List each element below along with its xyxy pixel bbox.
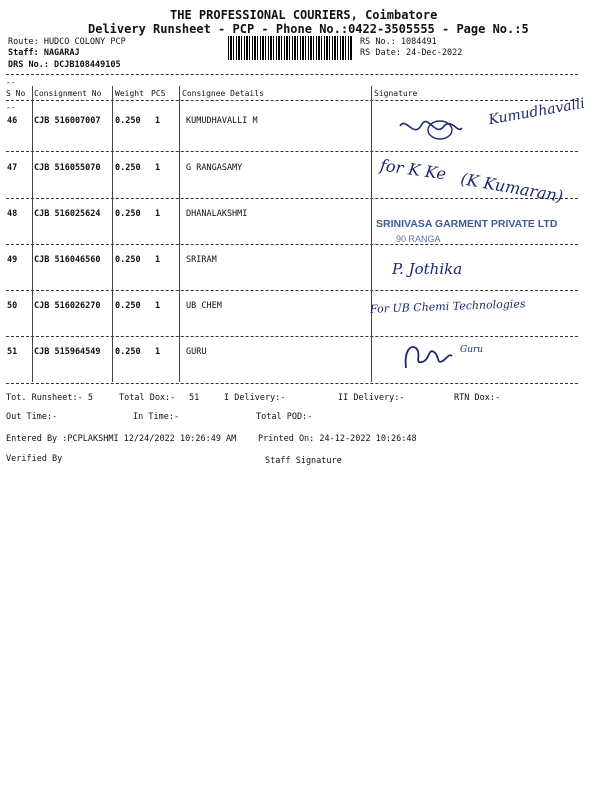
barcode — [228, 36, 352, 60]
ii-delivery: II Delivery:- — [338, 393, 405, 403]
verified-by: Verified By — [6, 454, 63, 464]
col-consignee: Consignee Details — [182, 89, 264, 98]
row-pcs: 1 — [155, 209, 161, 219]
table-bottom-divider — [6, 383, 578, 384]
out-time: Out Time:- — [6, 412, 58, 422]
route-label: Route: HUDCO COLONY PCP — [8, 37, 126, 47]
header-divider — [6, 100, 578, 101]
row-sno: 49 — [7, 255, 18, 265]
row-weight: 0.250 — [115, 255, 141, 265]
col-sno: S No — [6, 89, 26, 98]
total-runsheet: Tot. Runsheet:- 5 — [6, 393, 93, 403]
signature-6-scribble — [400, 342, 454, 372]
divider — [6, 74, 578, 75]
row-consignment: CJB 516007007 — [34, 116, 101, 126]
row-consignment: CJB 515964549 — [34, 347, 101, 357]
entered-by: Entered By :PCPLAKSHMI 12/24/2022 10:26:49 AM — [6, 434, 237, 444]
double-dash: -- — [6, 78, 16, 87]
row-pcs: 1 — [155, 301, 161, 311]
signature-6: Guru — [460, 345, 484, 355]
row-divider — [6, 198, 578, 199]
row-pcs: 1 — [155, 116, 161, 126]
rtn-dox: RTN Dox:- — [454, 393, 501, 403]
row-consignment: CJB 516025624 — [34, 209, 101, 219]
col-line — [371, 86, 372, 382]
row-consignee: UB CHEM — [186, 301, 222, 311]
row-consignee: GURU — [186, 347, 207, 357]
row-consignee: KUMUDHAVALLI M — [186, 116, 258, 126]
signature-1-scribble — [396, 112, 466, 144]
row-sno: 48 — [7, 209, 18, 219]
row-consignee: G RANGASAMY — [186, 163, 243, 173]
row-pcs: 1 — [155, 163, 161, 173]
i-delivery: I Delivery:- — [224, 393, 286, 403]
row-divider — [6, 336, 578, 337]
total-dox-value: 51 — [189, 393, 200, 403]
signature-2-line1: for K Ke — [379, 155, 448, 184]
row-consignment: CJB 516055070 — [34, 163, 101, 173]
staff-label: Staff: NAGARAJ — [8, 48, 80, 58]
signature-2-line2: (K Kumaran) — [459, 169, 565, 206]
total-pod: Total POD:- — [256, 412, 313, 422]
col-weight: Weight — [115, 89, 144, 98]
row-weight: 0.250 — [115, 116, 141, 126]
col-line — [179, 86, 180, 382]
stamp-address: 90 RANGA — [396, 234, 441, 244]
total-dox-label: Total Dox:- — [119, 393, 176, 403]
company-title: THE PROFESSIONAL COURIERS, Coimbatore — [170, 8, 438, 22]
row-sno: 47 — [7, 163, 18, 173]
row-sno: 50 — [7, 301, 18, 311]
company-stamp: SRINIVASA GARMENT PRIVATE LTD — [376, 218, 558, 230]
signature-3: P. Jothika — [392, 260, 463, 278]
col-line — [112, 86, 113, 382]
row-weight: 0.250 — [115, 209, 141, 219]
rs-number: RS No.: 1084491 — [360, 37, 437, 47]
row-sno: 46 — [7, 116, 18, 126]
col-signature: Signature — [374, 89, 418, 98]
signature-5: For UB Chemi Technologies — [369, 297, 526, 316]
row-consignee: SRIRAM — [186, 255, 217, 265]
row-consignee: DHANALAKSHMI — [186, 209, 248, 219]
row-consignment: CJB 516026270 — [34, 301, 101, 311]
row-consignment: CJB 516046560 — [34, 255, 101, 265]
staff-signature: Staff Signature — [265, 456, 342, 466]
row-weight: 0.250 — [115, 301, 141, 311]
drs-number: DRS No.: DCJB108449105 — [8, 60, 121, 70]
row-divider — [6, 151, 578, 152]
row-divider — [6, 244, 578, 245]
col-line — [32, 86, 33, 382]
col-pcs: PCS — [151, 89, 166, 98]
col-consignment: Consignment No — [34, 89, 102, 98]
row-divider — [6, 290, 578, 291]
runsheet-subtitle: Delivery Runsheet - PCP - Phone No.:0422-3505555 - Page No.:5 — [88, 22, 529, 36]
row-pcs: 1 — [155, 255, 161, 265]
rs-date: RS Date: 24-Dec-2022 — [360, 48, 463, 58]
row-sno: 51 — [7, 347, 18, 357]
row-pcs: 1 — [155, 347, 161, 357]
row-dash: -- — [6, 103, 16, 112]
in-time: In Time:- — [133, 412, 180, 422]
row-weight: 0.250 — [115, 163, 141, 173]
signature-1: Kumudhavalli — [487, 95, 587, 129]
row-weight: 0.250 — [115, 347, 141, 357]
printed-on: Printed On: 24-12-2022 10:26:48 — [258, 434, 417, 444]
